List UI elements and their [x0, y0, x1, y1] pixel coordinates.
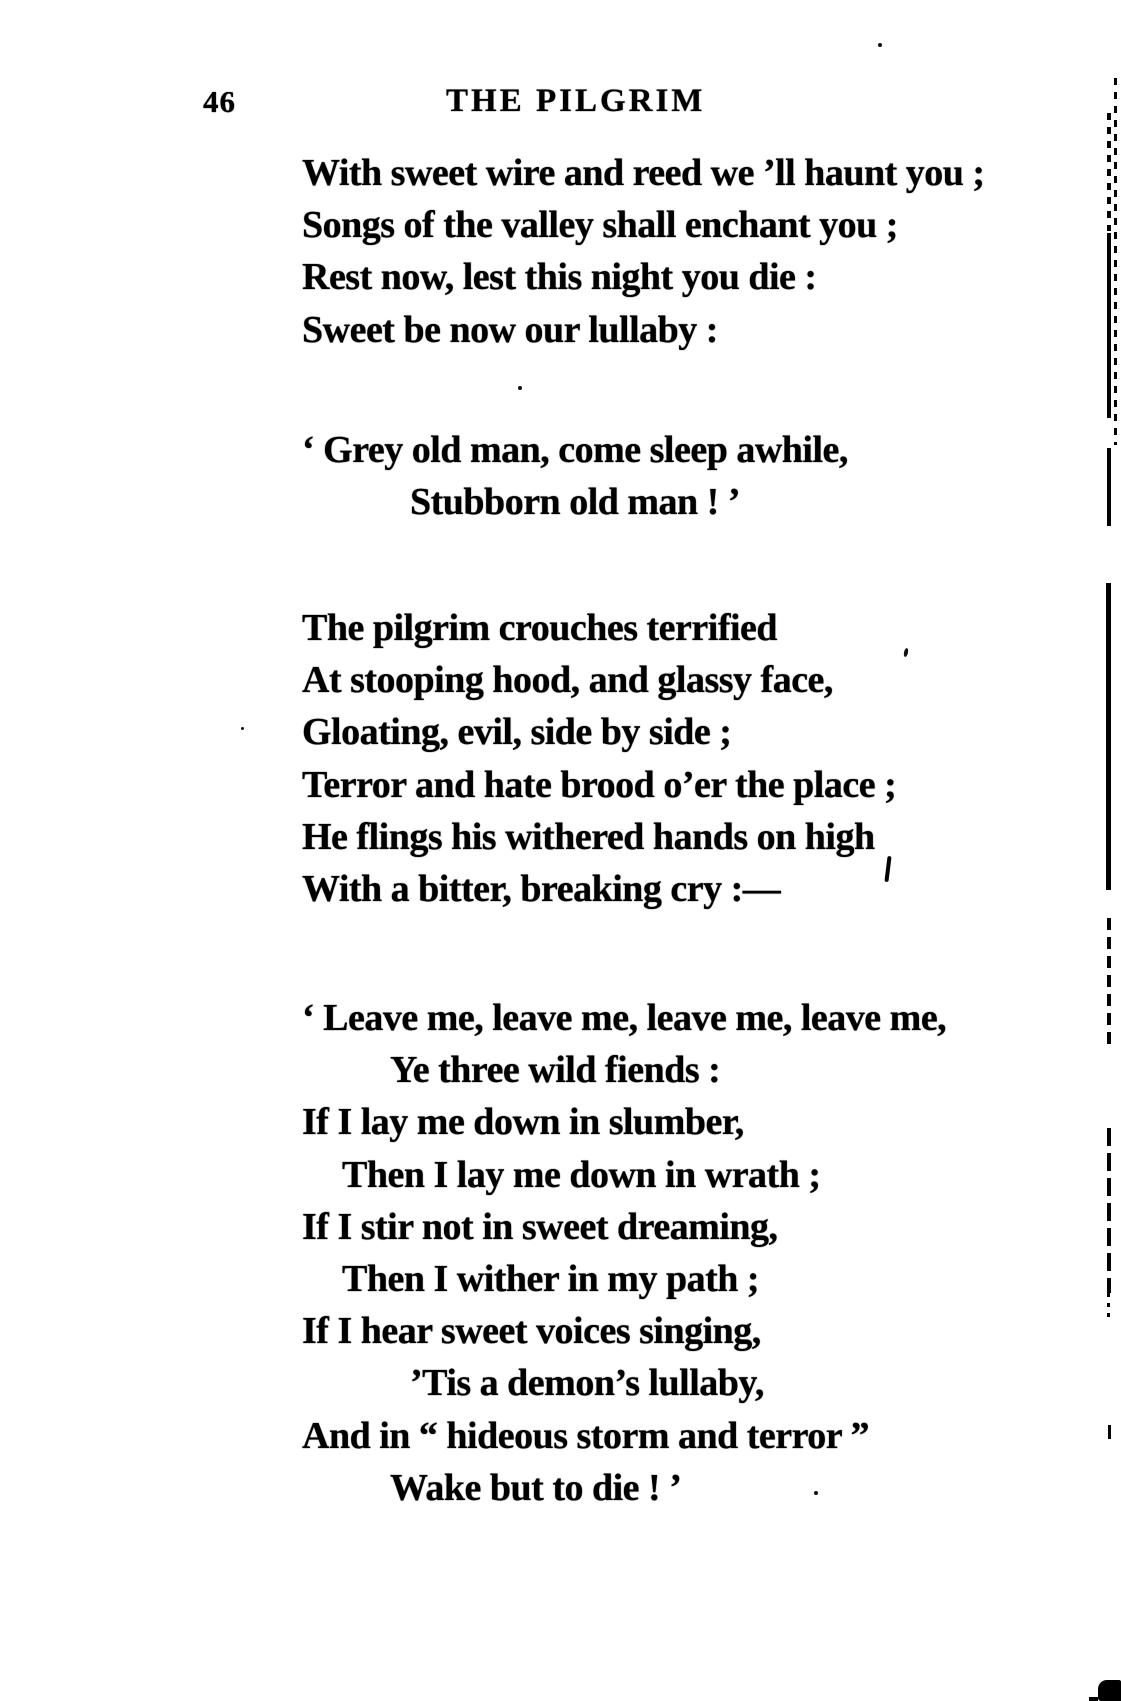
scan-line-artifact [1107, 918, 1111, 1050]
poem-line: At stooping hood, and glassy face, [302, 659, 833, 702]
scan-speck [518, 386, 522, 390]
poem-stanza-4 [302, 992, 1102, 1514]
scan-line-artifact [1106, 583, 1111, 890]
poem-line: Songs of the valley shall enchant you ; [302, 204, 898, 247]
scan-speck [878, 43, 882, 47]
poem-line: ‘ Leave me, leave me, leave me, leave me, [302, 997, 947, 1039]
poem-line: Stubborn old man ! ’ [410, 481, 740, 524]
poem-stanza-1 [302, 147, 1102, 356]
poem-line: Then I lay me down in wrath ; [342, 1153, 821, 1196]
poem-line: He flings his withered hands on high [302, 815, 875, 858]
scan-line-artifact [1107, 1128, 1111, 1293]
scan-line-artifact [1107, 1293, 1110, 1323]
poem-line: With a bitter, breaking cry :— [302, 868, 781, 911]
poem-line: If I hear sweet voices singing, [302, 1310, 761, 1353]
poem-line: Sweet be now our lullaby : [302, 308, 718, 351]
page-number: 46 [203, 84, 236, 119]
scan-line-artifact [1107, 113, 1111, 231]
poem-line: With sweet wire and reed we ’ll haunt you ; [302, 152, 985, 194]
page-header-title: THE PILGRIM [446, 83, 706, 119]
poem-stanza-2 [302, 424, 1102, 528]
scan-line-artifact [1114, 78, 1117, 445]
poem-line: The pilgrim crouches terrified [302, 607, 778, 649]
poem-line: Then I wither in my path ; [342, 1258, 760, 1301]
poem-line: ‘ Grey old man, come sleep awhile, [302, 429, 848, 471]
scan-speck [814, 1491, 818, 1495]
poem-line: Wake but to die ! ’ [390, 1466, 682, 1509]
poem-stanza-3 [302, 602, 1102, 915]
poem-line: Terror and hate brood o’er the place ; [302, 763, 897, 806]
ink-blob [1098, 1680, 1121, 1701]
poem-line: Gloating, evil, side by side ; [302, 711, 732, 754]
scan-line-artifact [1107, 233, 1111, 418]
scan-speck [241, 727, 244, 730]
poem-line: And in “ hideous storm and terror ” [302, 1414, 869, 1457]
poem-line: If I stir not in sweet dreaming, [302, 1205, 778, 1248]
poem-line: Ye three wild fiends : [390, 1049, 721, 1092]
poem-line: If I lay me down in slumber, [302, 1101, 744, 1144]
scan-line-artifact [1107, 448, 1111, 526]
poem-line: ’Tis a demon’s lullaby, [410, 1362, 764, 1405]
ink-blob-tail [1089, 1697, 1098, 1701]
poem-line: Rest now, lest this night you die : [302, 256, 817, 299]
scan-line-artifact [1108, 1425, 1111, 1439]
